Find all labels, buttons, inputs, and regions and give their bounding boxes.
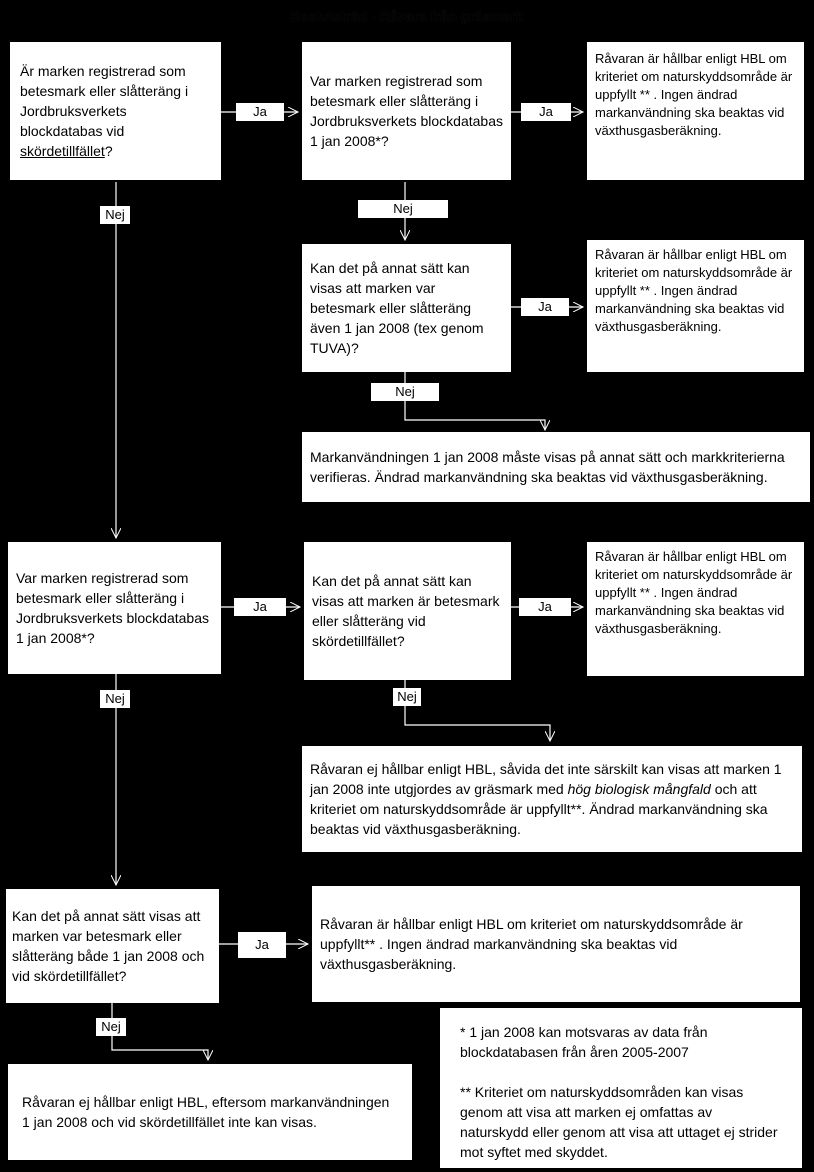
label-nej-q3: Nej [371, 383, 439, 401]
note-date: * 1 jan 2008 kan motsvaras av data från blockdatabasen från åren 2005-2007 [460, 1024, 708, 1060]
note-box [440, 1008, 802, 1168]
result-not-sustainable-biodiversity: Råvaran ej hållbar enligt HBL, såvida det inte särskilt kan visas att marken 1 jan 2008 inte utgjordes av gräsmark med hög biologisk mångfald och att kriteriet om naturskyddsområde är uppfyllt**. Ändrad markanvändning ska beaktas vid växthusgasberäkning. [302, 746, 802, 852]
question-registered-2008-b: Var marken registrerad som betesmark eller slåtteräng i Jordbruksverkets blockdatabas 1 jan 2008*? [8, 542, 221, 674]
label-ja-q6: Ja [238, 932, 286, 958]
label-ja-q2: Ja [521, 103, 571, 121]
result-verify-land-use: Markanvändningen 1 jan 2008 måste visas på annat sätt och markkriterierna verifieras. Ändrad markanvändning ska beaktas vid växthusgasberäkning. [302, 432, 810, 502]
label-nej-q4: Nej [100, 690, 130, 708]
arrow-q3-r3 [405, 372, 545, 430]
result-sustainable-2: Råvaran är hållbar enligt HBL om kriteriet om naturskyddsområde är uppfyllt ** . Ingen ändrad markanvändning ska beaktas vid växthusgasberäkning. [587, 240, 804, 372]
result-sustainable-3: Råvaran är hållbar enligt HBL om kriteriet om naturskyddsområde är uppfyllt ** . Ingen ändrad markanvändning ska beaktas vid växthusgasberäkning. [587, 542, 804, 676]
question-registered-2008: Var marken registrerad som betesmark eller slåtteräng i Jordbruksverkets blockdatabas 1 jan 2008*? [302, 42, 511, 180]
question-other-proof-2008: Kan det på annat sätt kan visas att marken var betesmark eller slåtteräng även 1 jan 2008 (tex genom TUVA)? [302, 244, 511, 372]
label-nej-q1: Nej [100, 206, 130, 224]
label-nej-q6: Nej [96, 1018, 126, 1036]
arrow-q6-r7 [112, 1003, 208, 1060]
question-other-proof-both: Kan det på annat sätt visas att marken var betesmark eller slåtteräng både 1 jan 2008 och vid skördetillfället? [6, 889, 219, 1003]
label-ja-q1: Ja [236, 103, 284, 121]
result-not-sustainable-unproven: Råvaran ej hållbar enligt HBL, eftersom markanvändningen 1 jan 2008 och vid skördetillfället inte kan visas. [8, 1064, 412, 1160]
label-nej-q5: Nej [393, 688, 421, 706]
page-title: Beslutsträd - Råvara från gräsmark [290, 8, 524, 24]
label-ja-q4: Ja [234, 598, 286, 616]
result-sustainable-4: Råvaran är hållbar enligt HBL om kriteriet om naturskyddsområde är uppfyllt** . Ingen ändrad markanvändning ska beaktas vid växthusgasberäkning. [312, 886, 800, 1002]
question-registered-at-harvest: Är marken registrerad som betesmark eller slåtteräng i Jordbruksverkets blockdatabas vid skördetillfället? [10, 42, 221, 180]
label-nej-q2: Nej [358, 200, 448, 218]
label-ja-q5: Ja [519, 598, 571, 616]
label-ja-q3: Ja [521, 298, 569, 316]
result-sustainable-1: Råvaran är hållbar enligt HBL om kriteriet om naturskyddsområde är uppfyllt ** . Ingen ändrad markanvändning ska beaktas vid växthusgasberäkning. [587, 42, 804, 180]
note-protection: ** Kriteriet om naturskyddsområden kan visas genom att visa att marken ej omfattas av naturskydd eller genom att visa att uttaget ej strider mot syftet med skyddet. [460, 1084, 778, 1160]
question-other-proof-harvest: Kan det på annat sätt kan visas att marken är betesmark eller slåtteräng vid skördetillfället? [304, 542, 511, 680]
arrow-q5-r5 [405, 680, 550, 741]
